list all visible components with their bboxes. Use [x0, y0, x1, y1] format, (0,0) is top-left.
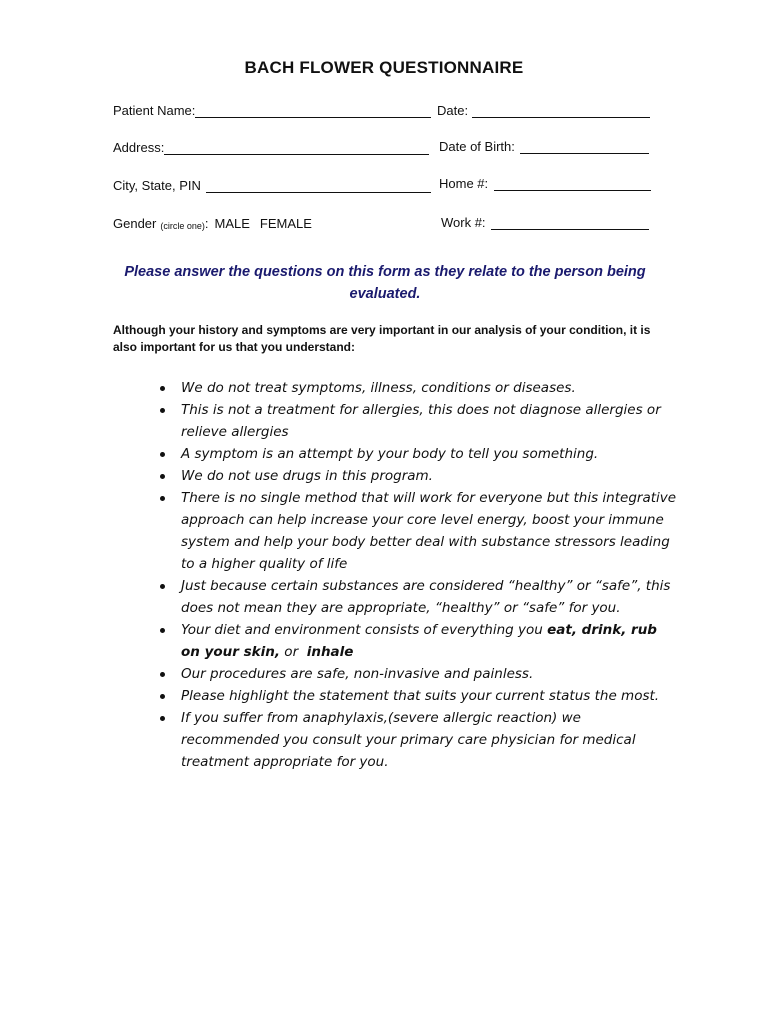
home-phone-field[interactable]	[439, 176, 651, 191]
gender-female-option[interactable]: FEMALE	[259, 216, 312, 231]
list-item: We do not use drugs in this program.	[158, 465, 678, 487]
address-line[interactable]	[164, 140, 429, 155]
work-phone-line[interactable]	[491, 215, 649, 230]
date-label: Date:	[437, 103, 469, 118]
bullet-icon	[160, 386, 165, 391]
gender-field	[113, 216, 312, 231]
date-of-birth-field[interactable]	[439, 139, 649, 154]
notice-text: Although your history and symptoms are very important in our analysis of your condition, it is also important for us that you understand:	[113, 323, 651, 354]
date-field[interactable]	[437, 103, 650, 118]
date-of-birth-label: Date of Birth:	[439, 139, 515, 154]
home-phone-label: Home #:	[439, 176, 489, 191]
patient-name-label: Patient Name:	[113, 103, 196, 118]
disclaimer-list	[158, 377, 678, 773]
list-item: This is not a treatment for allergies, this does not diagnose allergies or relieve allergies	[158, 399, 678, 443]
list-item: We do not treat symptoms, illness, conditions or diseases.	[158, 377, 678, 399]
city-state-pin-field[interactable]	[113, 178, 431, 193]
city-state-pin-label: City, State, PIN	[113, 178, 201, 193]
home-phone-line[interactable]	[494, 176, 651, 191]
bullet-icon	[160, 628, 165, 633]
bullet-icon	[160, 584, 165, 589]
list-item: A symptom is an attempt by your body to tell you something.	[158, 443, 678, 465]
work-phone-label: Work #:	[441, 215, 486, 230]
emphasis-text: eat, drink, rub on your skin,	[181, 622, 657, 660]
work-phone-field[interactable]	[441, 215, 649, 230]
gender-male-option[interactable]: MALE	[214, 216, 250, 231]
address-label: Address:	[113, 140, 165, 155]
list-item: Our procedures are safe, non-invasive and painless.	[158, 663, 678, 685]
emphasis-text: inhale	[306, 644, 354, 660]
date-line[interactable]	[472, 103, 650, 118]
list-item: If you suffer from anaphylaxis,(severe allergic reaction) we recommended you consult your primary care physician for medical treatment appropriate for you.	[158, 707, 678, 773]
bullet-icon	[160, 474, 165, 479]
list-item: Please highlight the statement that suits your current status the most.	[158, 685, 678, 707]
bullet-icon	[160, 408, 165, 413]
list-item: Just because certain substances are considered “healthy” or “safe”, this does not mean they are appropriate, “healthy” or “safe” for you.	[158, 575, 678, 619]
form-title: BACH FLOWER QUESTIONNAIRE	[244, 58, 524, 77]
patient-name-field[interactable]	[113, 103, 431, 118]
gender-colon: :	[204, 216, 209, 231]
gender-label: Gender	[113, 216, 157, 231]
patient-name-line[interactable]	[195, 103, 431, 118]
bullet-icon	[160, 694, 165, 699]
list-item: There is no single method that will work for everyone but this integrative approach can help increase your core level energy, boost your immune system and help your body better deal with substance stressors leading to a higher quality of life	[158, 487, 678, 575]
address-field[interactable]	[113, 140, 429, 155]
bullet-icon	[160, 496, 165, 501]
instruction-text: Please answer the questions on this form as they relate to the person being evaluated.	[124, 264, 646, 302]
date-of-birth-line[interactable]	[520, 139, 649, 154]
bullet-icon	[160, 672, 165, 677]
gender-note: (circle one)	[160, 221, 205, 231]
bullet-icon	[160, 716, 165, 721]
list-item: Your diet and environment consists of everything you eat, drink, rub on your skin, or inhale	[158, 619, 678, 663]
city-state-pin-line[interactable]	[206, 178, 431, 193]
bullet-icon	[160, 452, 165, 457]
